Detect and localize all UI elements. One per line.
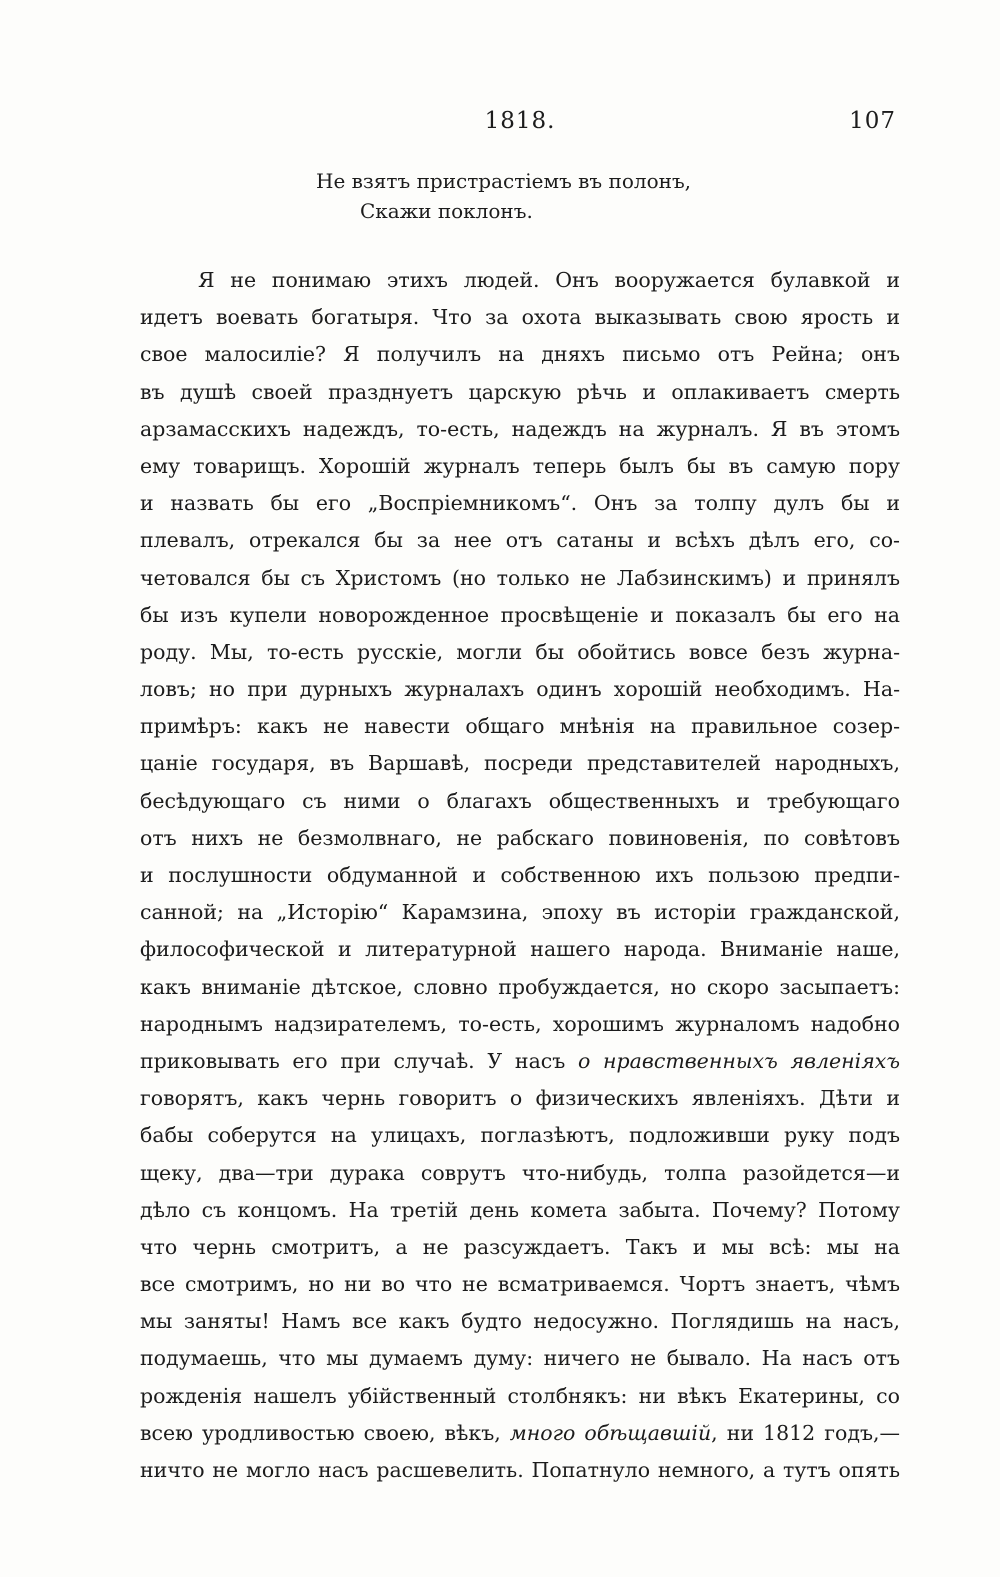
text-line: [140, 448, 900, 485]
text-segment: рожденія нашелъ убійственный столбнякъ: ни вѣкъ Екатерины, со: [140, 1383, 900, 1408]
text-segment: всею уродливостью своею, вѣкъ,: [140, 1420, 510, 1445]
text-line: [140, 1192, 900, 1229]
text-line: [140, 1155, 900, 1192]
text-segment: и послушности обдуманной и собственною ихъ пользою предпи-: [140, 863, 900, 887]
text-segment: плевалъ, отрекался бы за нее отъ сатаны и всѣхъ дѣлъ его, со-: [140, 528, 900, 553]
text-segment: роду. Мы, то-есть русскіе, могли бы обойтись вовсе безъ журна-: [140, 639, 900, 664]
text-segment: бы изъ купели новорожденное просвѣщеніе и показалъ бы его на: [140, 602, 900, 627]
text-segment: щеку, два—три дурака соврутъ что-нибудь, толпа разойдется—и: [140, 1160, 900, 1185]
text-line: [140, 745, 900, 782]
verse-line: Не взятъ пристрастіемъ въ полонъ,: [316, 169, 692, 193]
page-number: 107: [849, 108, 896, 134]
text-segment: бабы соберутся на улицахъ, поглазѣютъ, подложивши руку подъ: [140, 1123, 900, 1148]
text-segment: ловъ; но при дурныхъ журналахъ одинъ хорошій необходимъ. На-: [140, 677, 900, 702]
text-segment: философической и литературной нашего народа. Вниманіе наше,: [140, 937, 900, 962]
text-segment: что чернь смотритъ, а не разсуждаетъ. Такъ и мы всѣ: мы на: [140, 1234, 900, 1259]
text-line: [140, 1080, 900, 1117]
text-line: [140, 820, 900, 857]
text-line: [140, 1266, 900, 1303]
text-line: [140, 1229, 900, 1266]
text-segment: идетъ воевать богатыря. Что за охота выказывать свою ярость и: [140, 305, 900, 330]
text-line: [140, 374, 900, 411]
text-segment: ему товарищъ. Хорошій журналъ теперь былъ бы въ самую пору: [140, 453, 900, 478]
text-segment: подумаешь, что мы думаемъ думу: ничего не бывало. На насъ отъ: [140, 1346, 900, 1371]
text-line: [140, 634, 900, 671]
text-line: [140, 969, 900, 1006]
text-line: [140, 1303, 900, 1340]
text-line: [140, 1006, 900, 1043]
text-line: [140, 597, 900, 634]
text-line: [140, 783, 900, 820]
verse-line: Скажи поклонъ.: [360, 199, 533, 223]
text-line: [140, 1117, 900, 1154]
italic-phrase: много обѣщавшій: [509, 1420, 712, 1445]
text-line: [140, 857, 900, 894]
text-segment: цаніе государя, въ Варшавѣ, посреди представителей народныхъ,: [140, 751, 900, 776]
text-line: [140, 485, 900, 522]
text-segment: отъ нихъ не безмолвнаго, не рабскаго повиновенія, по совѣтовъ: [140, 825, 900, 850]
text-segment: арзамасскихъ надеждъ, то-есть, надеждъ на журналъ. Я въ этомъ: [140, 416, 900, 441]
text-segment: свое малосиліе? Я получилъ на дняхъ письмо отъ Рейна; онъ: [140, 342, 900, 367]
text-segment: ничто не могло насъ расшевелить. Попатнуло немного, а тутъ опять: [140, 1458, 900, 1482]
text-segment: народнымъ надзирателемъ, то-есть, хорошимъ журналомъ надобно: [140, 1011, 900, 1036]
text-line: [140, 931, 900, 968]
text-line: [140, 1340, 900, 1377]
text-line: [140, 1043, 900, 1080]
text-segment: какъ вниманіе дѣтское, словно пробуждается, но скоро засыпаетъ:: [140, 974, 900, 999]
text-segment: въ душѣ своей празднуетъ царскую рѣчь и оплакиваетъ смерть: [140, 379, 900, 404]
text-line: [140, 336, 900, 373]
text-line: [140, 671, 900, 708]
text-segment: мы заняты! Намъ все какъ будто недосужно. Поглядишь на насъ,: [140, 1309, 900, 1334]
text-line: [140, 411, 900, 448]
running-header: [140, 108, 900, 142]
text-line: [140, 708, 900, 745]
text-segment: , ни 1812 годъ,—: [711, 1420, 900, 1445]
text-segment: четовался бы съ Христомъ (но только не Лабзинскимъ) и принялъ: [140, 565, 900, 590]
text-segment: дѣло съ концомъ. На третій день комета забыта. Почему? Потому: [140, 1197, 900, 1222]
text-line: [140, 1452, 900, 1489]
text-segment: Я не понимаю этихъ людей. Онъ вооружается булавкой и: [198, 268, 900, 292]
header-year: 1818.: [484, 108, 556, 134]
text-line: [140, 560, 900, 597]
text-line: [140, 1378, 900, 1415]
text-line: [140, 894, 900, 931]
text-segment: приковывать его при случаѣ. У насъ: [140, 1048, 579, 1073]
main-paragraph: [140, 262, 900, 1489]
text-line: [140, 299, 900, 336]
text-line: [140, 262, 900, 299]
text-segment: бесѣдующаго съ ними о благахъ общественныхъ и требующаго: [140, 788, 900, 813]
text-segment: примѣръ: какъ не навести общаго мнѣнія на правильное созер-: [140, 714, 900, 739]
text-segment: говорятъ, какъ чернь говоритъ о физическихъ явленіяхъ. Дѣти и: [140, 1086, 900, 1111]
text-segment: и назвать бы его „Воспріемникомъ“. Онъ за толпу дулъ бы и: [140, 491, 900, 516]
text-segment: санной; на „Исторію“ Карамзина, эпоху въ исторіи гражданской,: [140, 900, 900, 925]
text-segment: все смотримъ, но ни во что не всматриваемся. Чортъ знаетъ, чѣмъ: [140, 1272, 900, 1297]
text-line: [140, 522, 900, 559]
italic-phrase: о нравственныхъ явленіяхъ: [578, 1048, 900, 1073]
text-line: [140, 1415, 900, 1452]
